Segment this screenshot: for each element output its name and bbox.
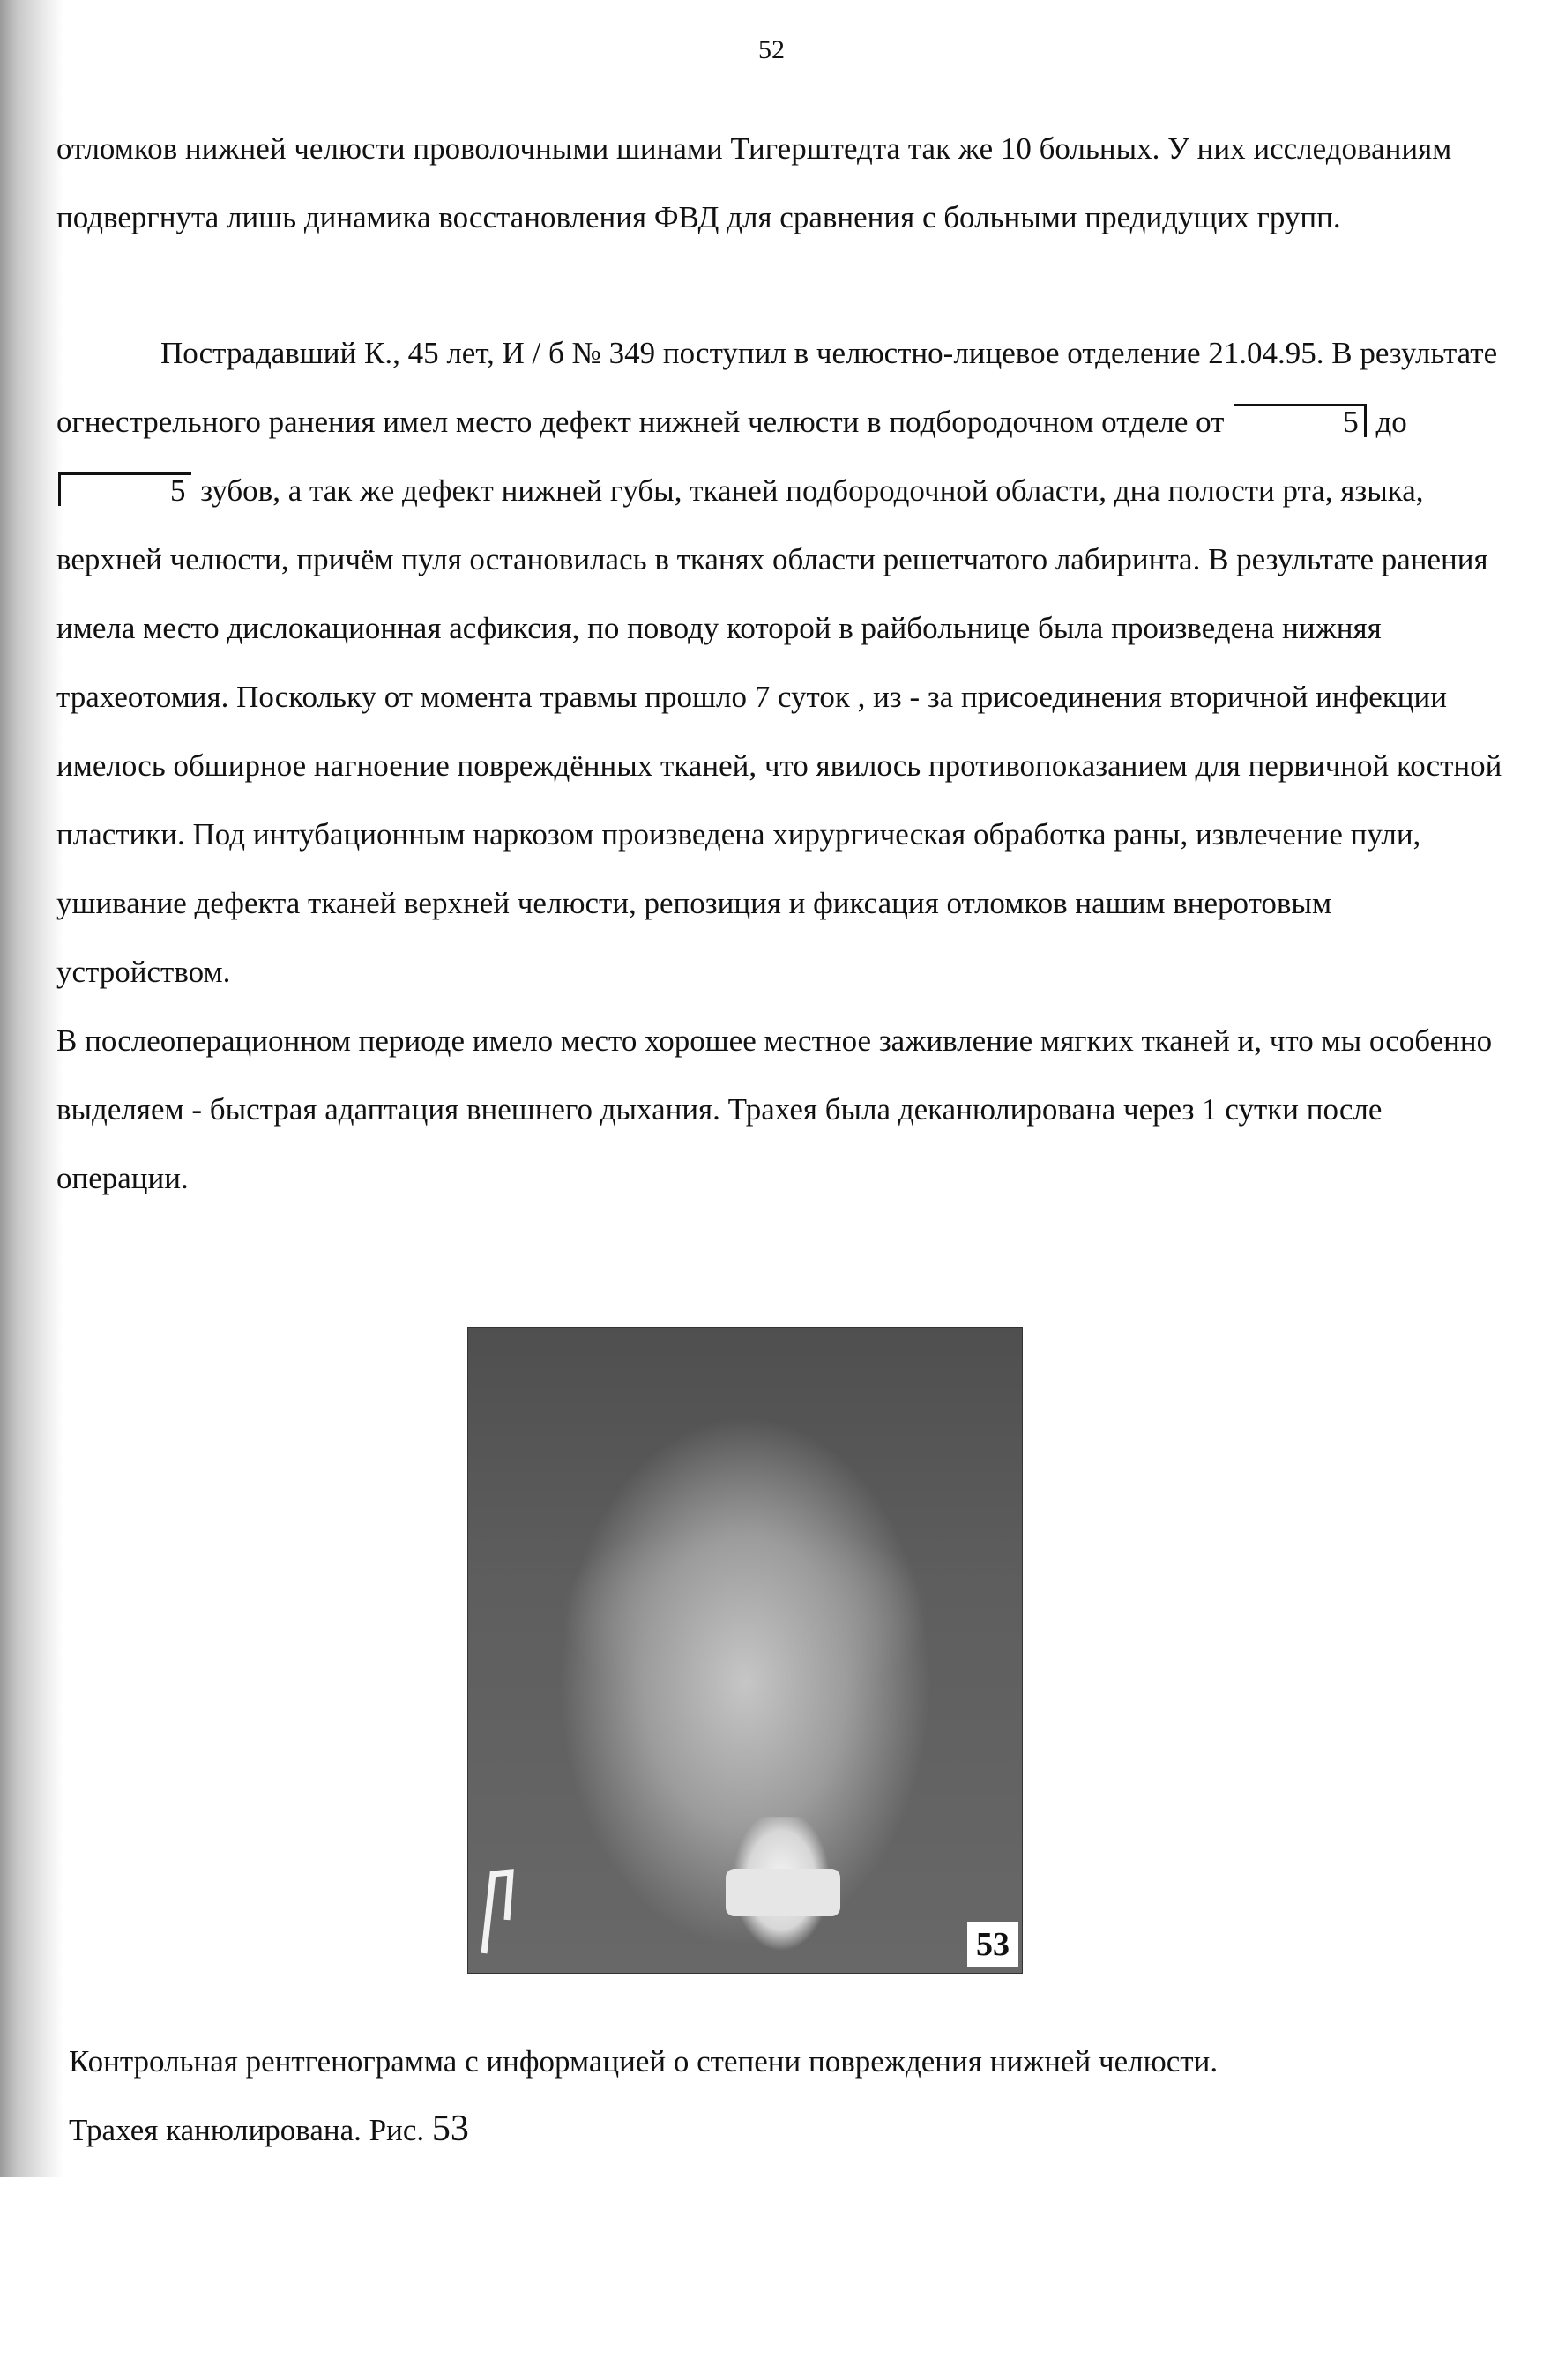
- paragraph-1: отломков нижней челюсти проволочными шинами Тигерштедта так же 10 больных. У них исследованиям подвергнута лишь динамика восстановления ФВД для сравнения с больными предидущих групп.: [56, 131, 1452, 234]
- paragraph-2-part-3: зубов, а так же дефект нижней губы, тканей подбородочной области, дна полости рта, языка, верхней челюсти, причём пуля остановилась в тканях области решетчатого лабиринта. В результате ранения имела место дислокационная асфиксия, по поводу которой в райбольнице была произведена нижняя трахеотомия. Поскольку от момента травмы прошло 7 суток , из - за присоединения вторичной инфекции имелось обширное нагноение повреждённых тканей, что явилось противопоказанием для первичной костной пластики. Под интубационным наркозом произведена хирургическая обработка раны, извлечение пули, ушивание дефекта тканей верхней челюсти, репозиция и фиксация отломков нашим внеротовым устройством.: [56, 473, 1502, 989]
- caption-line-2: [69, 2095, 1480, 2164]
- tooth-notation-lower-left: 5: [58, 472, 191, 506]
- caption-line-2-text: Трахея канюлирована. Рис.: [69, 2113, 425, 2147]
- figure-number-badge: 53: [967, 1922, 1018, 1967]
- paragraph-2-part-1: Пострадавший К., 45 лет, И / б № 349 поступил в челюстно-лицевое отделение 21.04.95. В результате огнестрельного ранения имел место дефект нижней челюсти в подбородочном отделе от: [56, 336, 1498, 439]
- figure-caption: [69, 2027, 1480, 2164]
- tooth-notation-lower-right: 5: [1234, 404, 1367, 437]
- page-number: 52: [758, 35, 785, 64]
- caption-line-1: Контрольная рентгенограмма с информацией о степени повреждения нижней челюсти.: [69, 2044, 1219, 2079]
- main-text-block: [56, 319, 1502, 1213]
- paragraph-3: В послеоперационном периоде имело место хорошее местное заживление мягких тканей и, что мы особенно выделяем - быстрая адаптация внешнего дыхания. Трахея была деканюлирована через 1 сутки после операции.: [56, 1023, 1493, 1195]
- paragraph-2-preposition: до: [1375, 405, 1407, 439]
- xray-image: [467, 1327, 1023, 1974]
- paragraph-2: [56, 319, 1502, 1007]
- scan-shadow-edge: [0, 0, 63, 2177]
- film-marker-icon: [479, 1867, 514, 1955]
- cannula-plate-shape: [726, 1869, 840, 1916]
- caption-figure-number: 53: [431, 2109, 469, 2149]
- paragraph-1-block: [56, 115, 1502, 252]
